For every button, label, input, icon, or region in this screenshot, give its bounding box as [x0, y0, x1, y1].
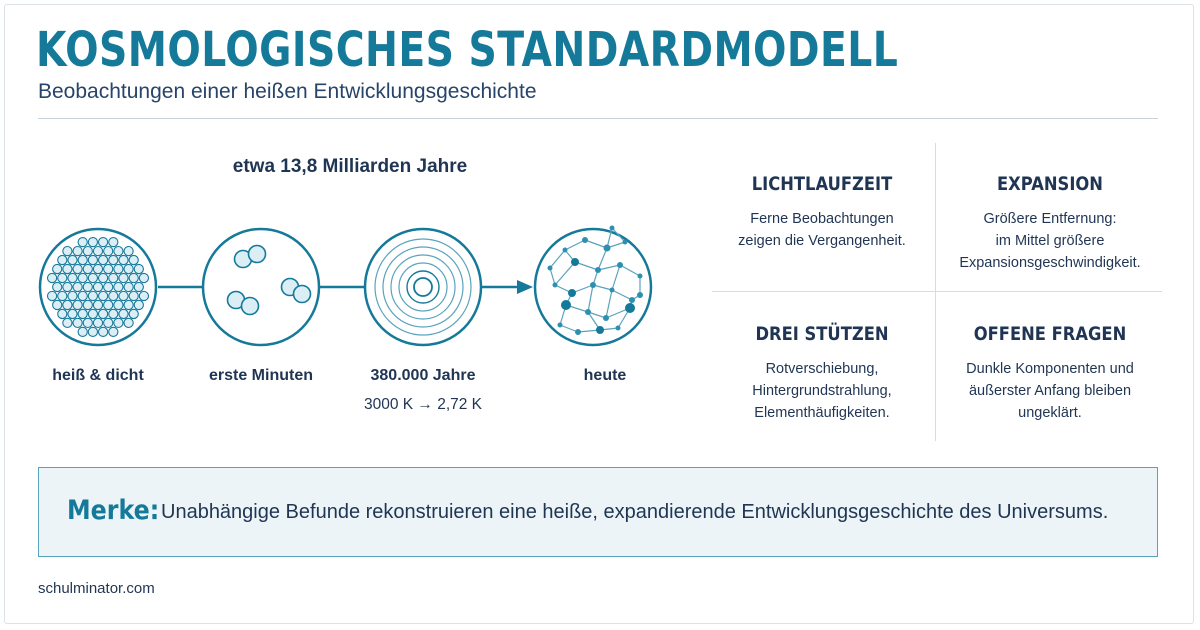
web-node	[610, 226, 615, 231]
merke-text: Unabhängige Befunde rekonstruieren eine heiße, expandierende Entwicklungsgeschichte des Universums.	[161, 501, 1109, 523]
particle-dot	[129, 309, 138, 318]
web-node	[548, 266, 553, 271]
particle-dot	[119, 309, 128, 318]
particle-dot	[124, 282, 133, 291]
particle-dot	[109, 255, 118, 264]
web-node	[617, 262, 623, 268]
web-node	[616, 326, 621, 331]
particle-dot	[88, 309, 97, 318]
info-heading: OFFENE FRAGEN	[973, 323, 1127, 345]
particle-dot	[124, 246, 133, 255]
particle-dot	[134, 300, 143, 309]
particle-dot	[53, 264, 62, 273]
particle-dot	[129, 291, 138, 300]
particle-dot	[68, 291, 77, 300]
particle-dot	[88, 291, 97, 300]
web-node	[595, 267, 601, 273]
particle-dot	[63, 264, 72, 273]
web-node	[585, 309, 591, 315]
timeline-duration: etwa 13,8 Milliarden Jahre	[232, 156, 468, 177]
info-text: Dunkle Komponenten und äußerster Anfang bleiben ungeklärt.	[966, 361, 1134, 421]
particle-dot	[83, 264, 92, 273]
particle-dot	[63, 300, 72, 309]
particle-dot	[104, 300, 113, 309]
particle-dot	[78, 291, 87, 300]
particle-dot	[139, 291, 148, 300]
info-heading: DREI STÜTZEN	[755, 323, 889, 345]
web-node	[625, 303, 635, 313]
particle-dot	[99, 309, 108, 318]
footer-source: schulminator.com	[38, 580, 155, 597]
merke-label: Merke:	[67, 495, 160, 526]
particle-dot	[114, 246, 123, 255]
page-subtitle: Beobachtungen einer heißen Entwicklungsgeschichte	[38, 80, 537, 103]
particle-dot	[104, 246, 113, 255]
particle-dot	[104, 264, 113, 273]
particle-dot	[93, 246, 102, 255]
particle-dot	[88, 327, 97, 336]
particle-dot	[83, 246, 92, 255]
particle-dot	[124, 318, 133, 327]
particle-dot	[99, 255, 108, 264]
particle-dot	[73, 300, 82, 309]
particle-dot	[68, 273, 77, 282]
particle-dot	[73, 246, 82, 255]
particle-dot	[99, 273, 108, 282]
particle-dot	[104, 318, 113, 327]
particle-dot	[109, 327, 118, 336]
particle-dot	[58, 273, 67, 282]
particle-dot	[109, 291, 118, 300]
particle-dot	[93, 300, 102, 309]
particle-dot	[53, 282, 62, 291]
particle-dot	[124, 300, 133, 309]
particle-dot	[58, 291, 67, 300]
particle-dot	[129, 255, 138, 264]
arrowhead-icon	[517, 280, 533, 294]
grid-divider-horizontal	[712, 291, 1162, 292]
particle-dot	[83, 318, 92, 327]
particle-dot	[114, 282, 123, 291]
particle-dot	[109, 238, 118, 247]
web-node	[590, 282, 596, 288]
web-node	[568, 289, 576, 297]
web-node	[561, 300, 571, 310]
particle-dot	[93, 318, 102, 327]
web-node	[553, 283, 558, 288]
particle-dot	[99, 238, 108, 247]
particle-dot	[88, 238, 97, 247]
stage-label-first-minutes: erste Minuten	[208, 367, 313, 384]
particle-dot	[63, 246, 72, 255]
web-node	[563, 248, 568, 253]
particle-dot	[114, 264, 123, 273]
info-heading: LICHTLAUFZEIT	[751, 173, 893, 195]
particle-dot	[78, 309, 87, 318]
info-cell-expansion	[938, 172, 1162, 274]
web-node	[629, 297, 635, 303]
web-node	[603, 315, 609, 321]
particle-dot	[73, 282, 82, 291]
web-node	[582, 237, 588, 243]
particle-dot	[88, 255, 97, 264]
web-node	[623, 240, 628, 245]
web-node	[637, 292, 643, 298]
info-text: Rotverschiebung, Hintergrundstrahlung, Elementhäufigkeiten.	[752, 361, 892, 421]
info-cell-lichtlaufzeit	[710, 172, 934, 252]
web-node	[596, 326, 604, 334]
stage-sub-temperature: 3000 K → 2,72 K	[363, 396, 483, 413]
cosmic-web-icon	[535, 226, 651, 346]
particle-dot	[99, 327, 108, 336]
info-heading: EXPANSION	[997, 173, 1103, 195]
particle-dot	[129, 273, 138, 282]
info-cell-offene-fragen	[938, 322, 1162, 424]
merke-box	[38, 467, 1158, 557]
particle-dot	[88, 273, 97, 282]
particle-dot	[124, 264, 133, 273]
concentric-rings-icon	[365, 229, 481, 345]
stage-label-380000-years: 380.000 Jahre	[370, 367, 476, 384]
particle-dot	[119, 273, 128, 282]
particle-dot	[119, 255, 128, 264]
particle-dot	[48, 273, 57, 282]
particle-dot	[93, 282, 102, 291]
particle-dot	[78, 238, 87, 247]
particle-dot	[109, 309, 118, 318]
particle-dot	[134, 264, 143, 273]
particle-dot	[58, 309, 67, 318]
particle-dot	[114, 318, 123, 327]
particle-dot	[68, 255, 77, 264]
web-node	[604, 245, 611, 252]
particle-dot	[78, 273, 87, 282]
particle-dot	[109, 273, 118, 282]
particle-dot	[48, 291, 57, 300]
particle-dot	[139, 273, 148, 282]
particle-dot	[63, 282, 72, 291]
stage-label-hot-dense: heiß & dicht	[52, 367, 144, 384]
particle-dot	[83, 282, 92, 291]
web-node	[610, 288, 615, 293]
particle-dot	[73, 318, 82, 327]
particle-dot	[78, 255, 87, 264]
page-title: KOSMOLOGISCHES STANDARDMODELL	[36, 22, 899, 78]
particle-dot	[99, 291, 108, 300]
particle-dot	[119, 291, 128, 300]
particle-dot	[68, 309, 77, 318]
particle-dot	[63, 318, 72, 327]
particle-dot	[58, 255, 67, 264]
particle-dot	[53, 300, 62, 309]
stage-label-today: heute	[583, 367, 627, 384]
web-node	[575, 329, 581, 335]
particle-dot	[114, 300, 123, 309]
particle-dot	[134, 282, 143, 291]
nuclei-icon	[203, 229, 319, 345]
particle-dot	[73, 264, 82, 273]
particle-dot	[78, 327, 87, 336]
info-text: Ferne Beobachtungen zeigen die Vergangenheit.	[738, 211, 906, 249]
web-node	[638, 274, 643, 279]
particle-dot	[104, 282, 113, 291]
info-text: Größere Entfernung: im Mittel größere Expansionsgeschwindigkeit.	[959, 211, 1141, 271]
particle-dot	[83, 300, 92, 309]
particle-dot	[93, 264, 102, 273]
web-node	[571, 258, 579, 266]
web-node	[558, 323, 563, 328]
dense-particles-icon	[40, 229, 156, 345]
info-cell-drei-stuetzen	[710, 322, 934, 424]
